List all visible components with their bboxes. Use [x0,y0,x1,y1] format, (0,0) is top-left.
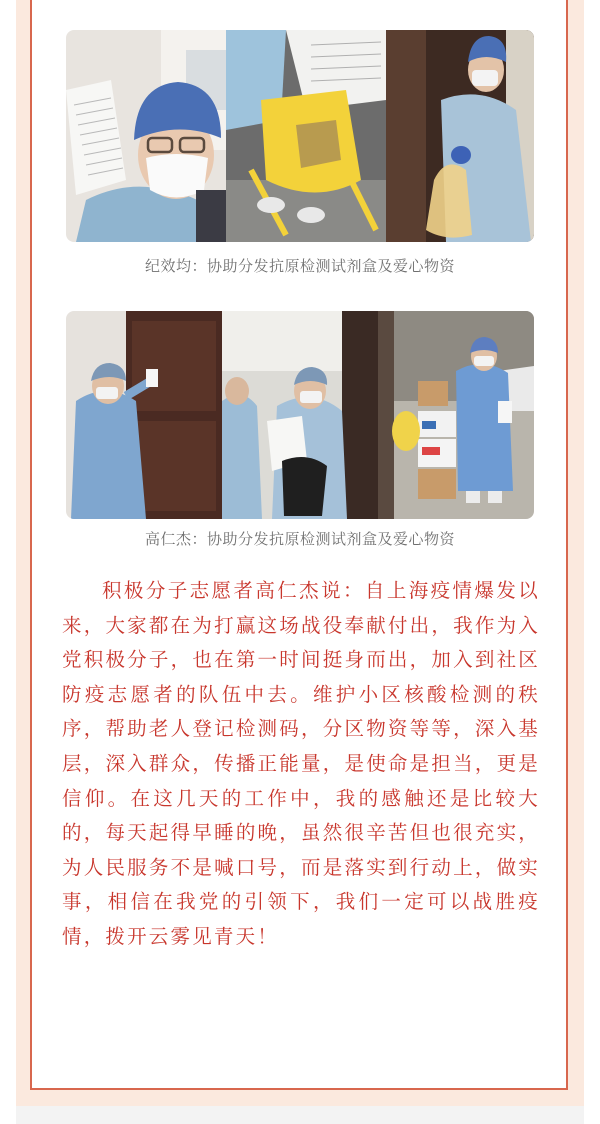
bottom-strip [16,1106,584,1124]
volunteer-quote-paragraph: 积极分子志愿者高仁杰说：自上海疫情爆发以来，大家都在为打赢这场战役奉献付出，我作为入党积极分子，也在第一时间挺身而出，加入到社区防疫志愿者的队伍中去。维护小区核酸检测的秩序，帮助老人登记检测码，分区物资等等，深入基层，深入群众，传播正能量，是使命是担当，更是信仰。在这几天的工作中，我的感触还是比较大的，每天起得早睡的晚，虽然很辛苦但也很充实，为人民服务不是喊口号，而是落实到行动上，做实事，相信在我党的引领下，我们一定可以战胜疫情，拨开云雾见青天！ [62,579,540,948]
photo-panel-supplies [378,311,534,519]
photo-panel-doorway [386,30,534,242]
photo-panel-posting-notice [66,311,222,519]
photo-panel-selfie [66,30,226,242]
photo-collage-ji-xiaojun [66,30,534,242]
photo-panel-stairwell [222,311,378,519]
photo-caption-ji-xiaojun: 纪效均：协助分发抗原检测试剂盒及爱心物资 [144,257,455,275]
photo-panel-supply-bag [226,30,386,242]
photo-collage-gao-renjie [66,311,534,519]
photo-caption-gao-renjie: 高仁杰：协助分发抗原检测试剂盒及爱心物资 [144,530,455,548]
